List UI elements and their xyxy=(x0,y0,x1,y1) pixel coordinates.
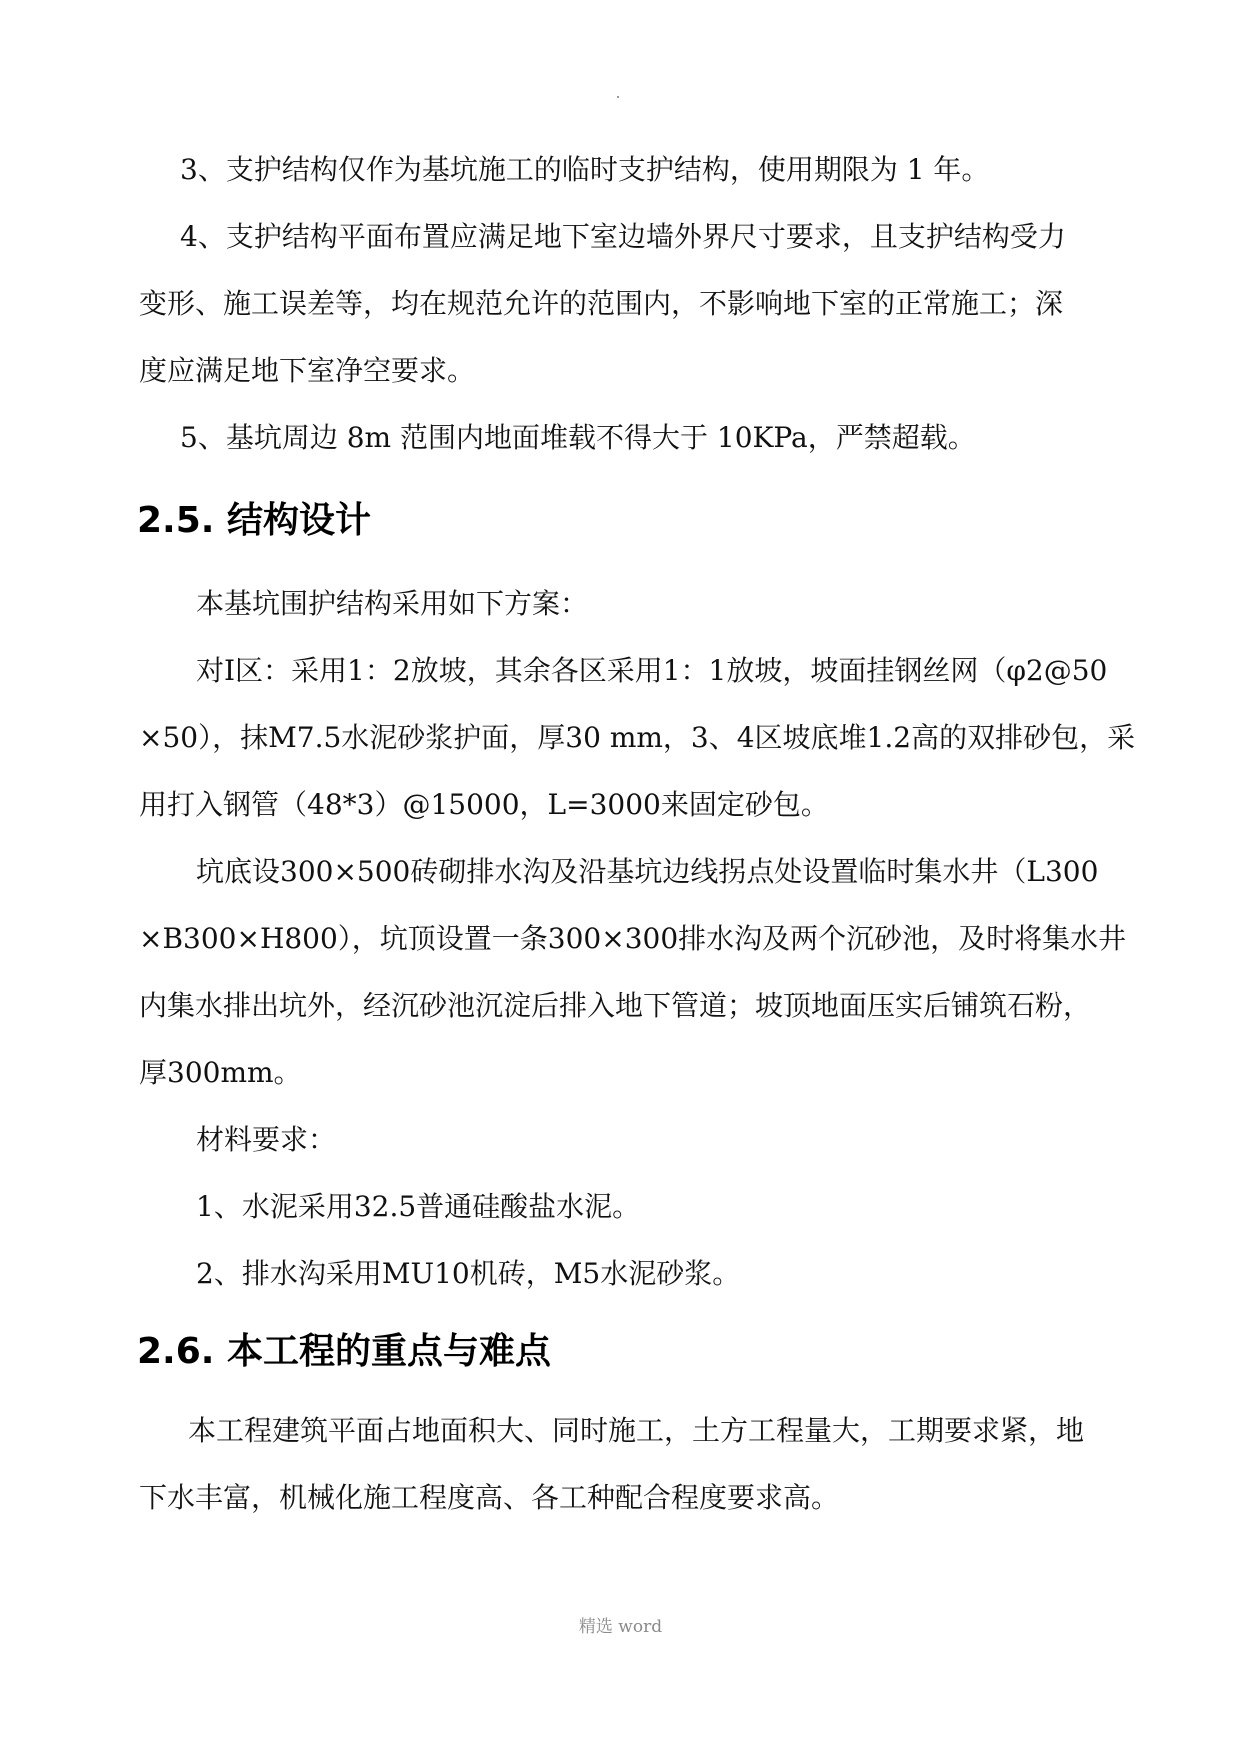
paragraph-line: ×50），抹M7.5水泥砂浆护面，厚30 mm，3、4区坡底堆1.2高的双排砂包，采 xyxy=(139,721,1136,754)
item-4-line-3: 度应满足地下室净空要求。 xyxy=(139,354,476,387)
section-heading-2-5: 2.5. 结构设计 xyxy=(137,500,371,541)
paragraph-line: 下水丰富，机械化施工程度高、各工种配合程度要求高。 xyxy=(139,1481,840,1514)
list-item: 1、水泥采用32.5普通硅酸盐水泥。 xyxy=(196,1190,641,1223)
header-mark xyxy=(617,96,619,98)
item-3: 3、支护结构仅作为基坑施工的临时支护结构，使用期限为 1 年。 xyxy=(180,153,990,186)
paragraph-line: 对Ⅰ区：采用1：2放坡，其余各区采用1：1放坡，坡面挂钢丝网（φ2@50 xyxy=(196,654,1108,687)
paragraph-line: 用打入钢管（48*3）@15000，L=3000来固定砂包。 xyxy=(139,788,829,821)
item-5: 5、基坑周边 8m 范围内地面堆载不得大于 10KPa，严禁超载。 xyxy=(180,421,976,454)
item-4-line-1: 4、支护结构平面布置应满足地下室边墙外界尺寸要求，且支护结构受力 xyxy=(180,220,1066,253)
paragraph-line: 内集水排出坑外，经沉砂池沉淀后排入地下管道；坡顶地面压实后铺筑石粉， xyxy=(139,989,1092,1022)
section-heading-2-6: 2.6. 本工程的重点与难点 xyxy=(137,1331,551,1372)
paragraph-line: ×B300×H800），坑顶设置一条300×300排水沟及两个沉砂池，及时将集水井 xyxy=(139,922,1127,955)
paragraph-line: 材料要求： xyxy=(196,1123,337,1156)
paragraph-line: 坑底设300×500砖砌排水沟及沿基坑边线拐点处设置临时集水井（L300 xyxy=(196,855,1099,888)
paragraph-line: 厚300mm。 xyxy=(139,1056,302,1089)
page-footer: 精选 word xyxy=(578,1617,663,1637)
paragraph-line: 本基坑围护结构采用如下方案： xyxy=(196,587,589,620)
item-4-line-2: 变形、施工误差等，均在规范允许的范围内，不影响地下室的正常施工；深 xyxy=(139,287,1064,320)
list-item: 2、排水沟采用MU10机砖，M5水泥砂浆。 xyxy=(196,1257,741,1290)
paragraph-line: 本工程建筑平面占地面积大、同时施工，土方工程量大，工期要求紧，地 xyxy=(188,1414,1085,1447)
